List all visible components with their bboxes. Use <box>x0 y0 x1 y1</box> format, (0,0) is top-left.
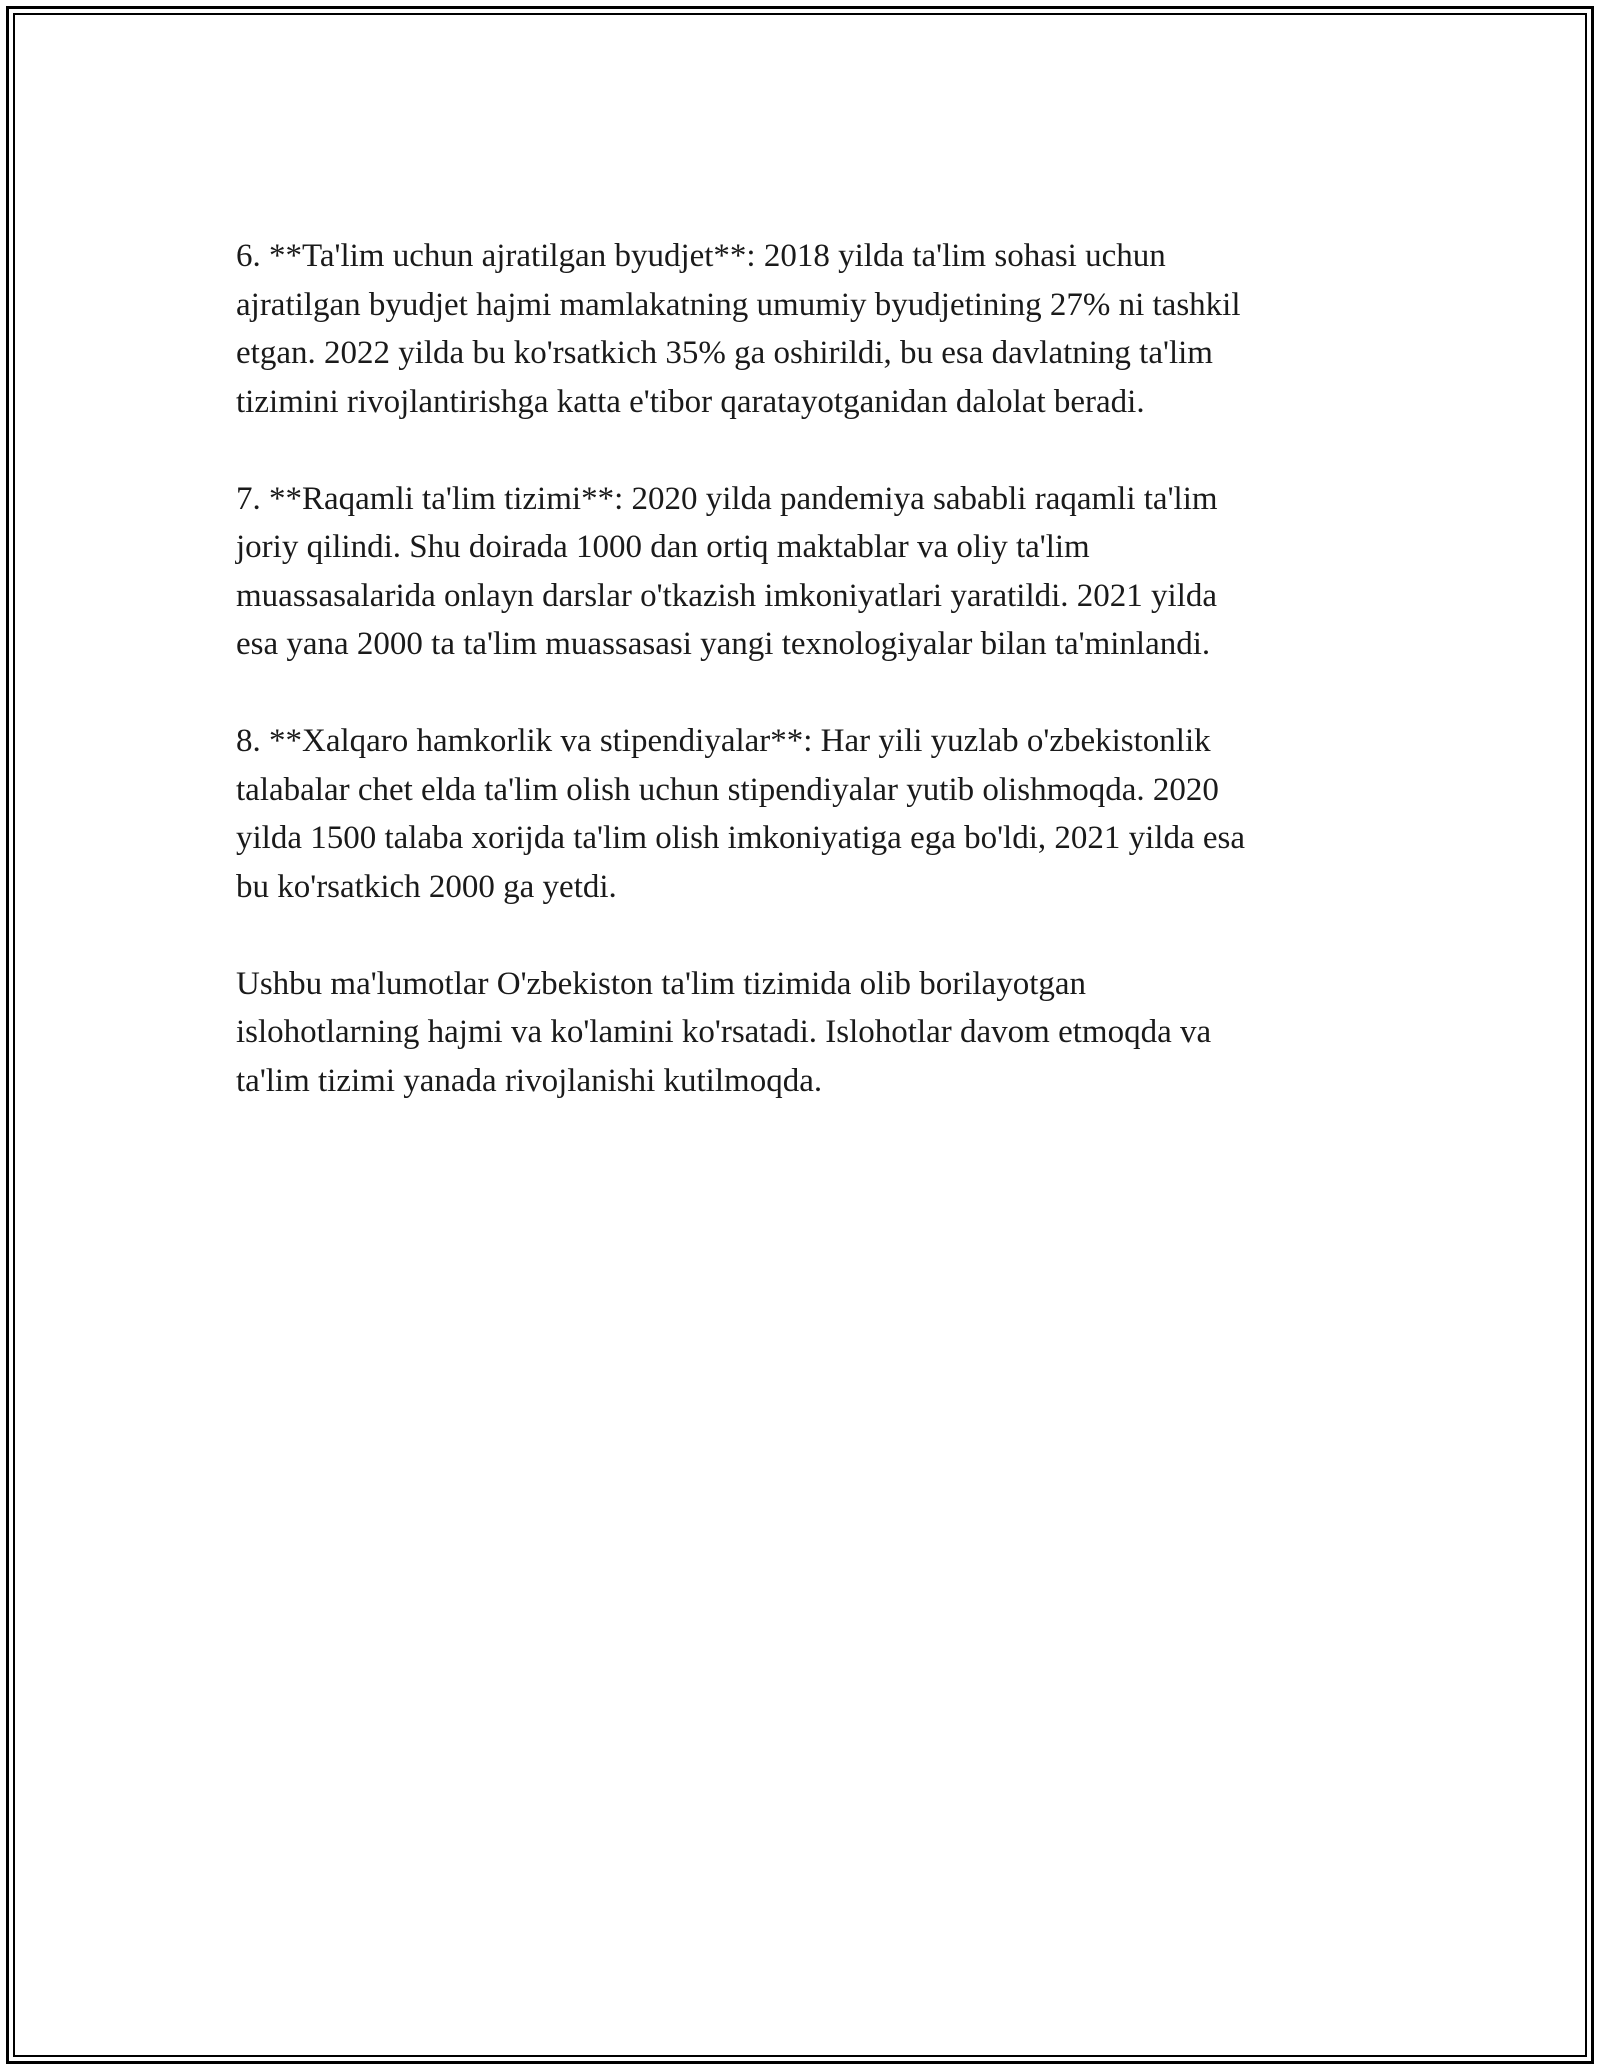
text-line: tizimini rivojlantirishga katta e'tibor qaratayotganidan dalolat beradi. <box>236 383 1145 420</box>
paragraph-budget <box>236 232 1366 426</box>
text-line: joriy qilindi. Shu doirada 1000 dan ortiq maktablar va oliy ta'lim <box>236 529 1090 565</box>
text-line: Ushbu ma'lumotlar O'zbekiston ta'lim tizimida olib borilayotgan <box>236 965 1087 1002</box>
paragraph-digital-education <box>236 475 1366 669</box>
text-line: talabalar chet elda ta'lim olish uchun stipendiyalar yutib olishmoqda. 2020 <box>236 771 1219 808</box>
paragraph-conclusion <box>236 960 1366 1106</box>
text-line: ajratilgan byudjet hajmi mamlakatning umumiy byudjetining 27% ni tashkil <box>236 286 1241 323</box>
text-line: esa yana 2000 ta ta'lim muassasasi yangi texnologiyalar bilan ta'minlandi. <box>236 626 1211 662</box>
text-line: etgan. 2022 yilda bu ko'rsatkich 35% ga oshirildi, bu esa davlatning ta'lim <box>236 335 1213 371</box>
text-line: 7. **Raqamli ta'lim tizimi**: 2020 yilda pandemiya sababli raqamli ta'lim <box>236 480 1218 517</box>
text-line: islohotlarning hajmi va ko'lamini ko'rsatadi. Islohotlar davom etmoqda va <box>236 1014 1212 1050</box>
text-line: yilda 1500 talaba xorijda ta'lim olish imkoniyatiga ega bo'ldi, 2021 yilda esa <box>236 820 1246 856</box>
text-line: bu ko'rsatkich 2000 ga yetdi. <box>236 868 617 905</box>
text-line: muassasalarida onlayn darslar o'tkazish imkoniyatlari yaratildi. 2021 yilda <box>236 577 1218 614</box>
paragraph-international-cooperation <box>236 717 1366 911</box>
text-line: 8. **Xalqaro hamkorlik va stipendiyalar**: Har yili yuzlab o'zbekistonlik <box>236 723 1211 759</box>
text-line: 6. **Ta'lim uchun ajratilgan byudjet**: 2018 yilda ta'lim sohasi uchun <box>236 238 1166 274</box>
document-body <box>236 232 1366 1154</box>
text-line: ta'lim tizimi yanada rivojlanishi kutilmoqda. <box>236 1062 823 1099</box>
